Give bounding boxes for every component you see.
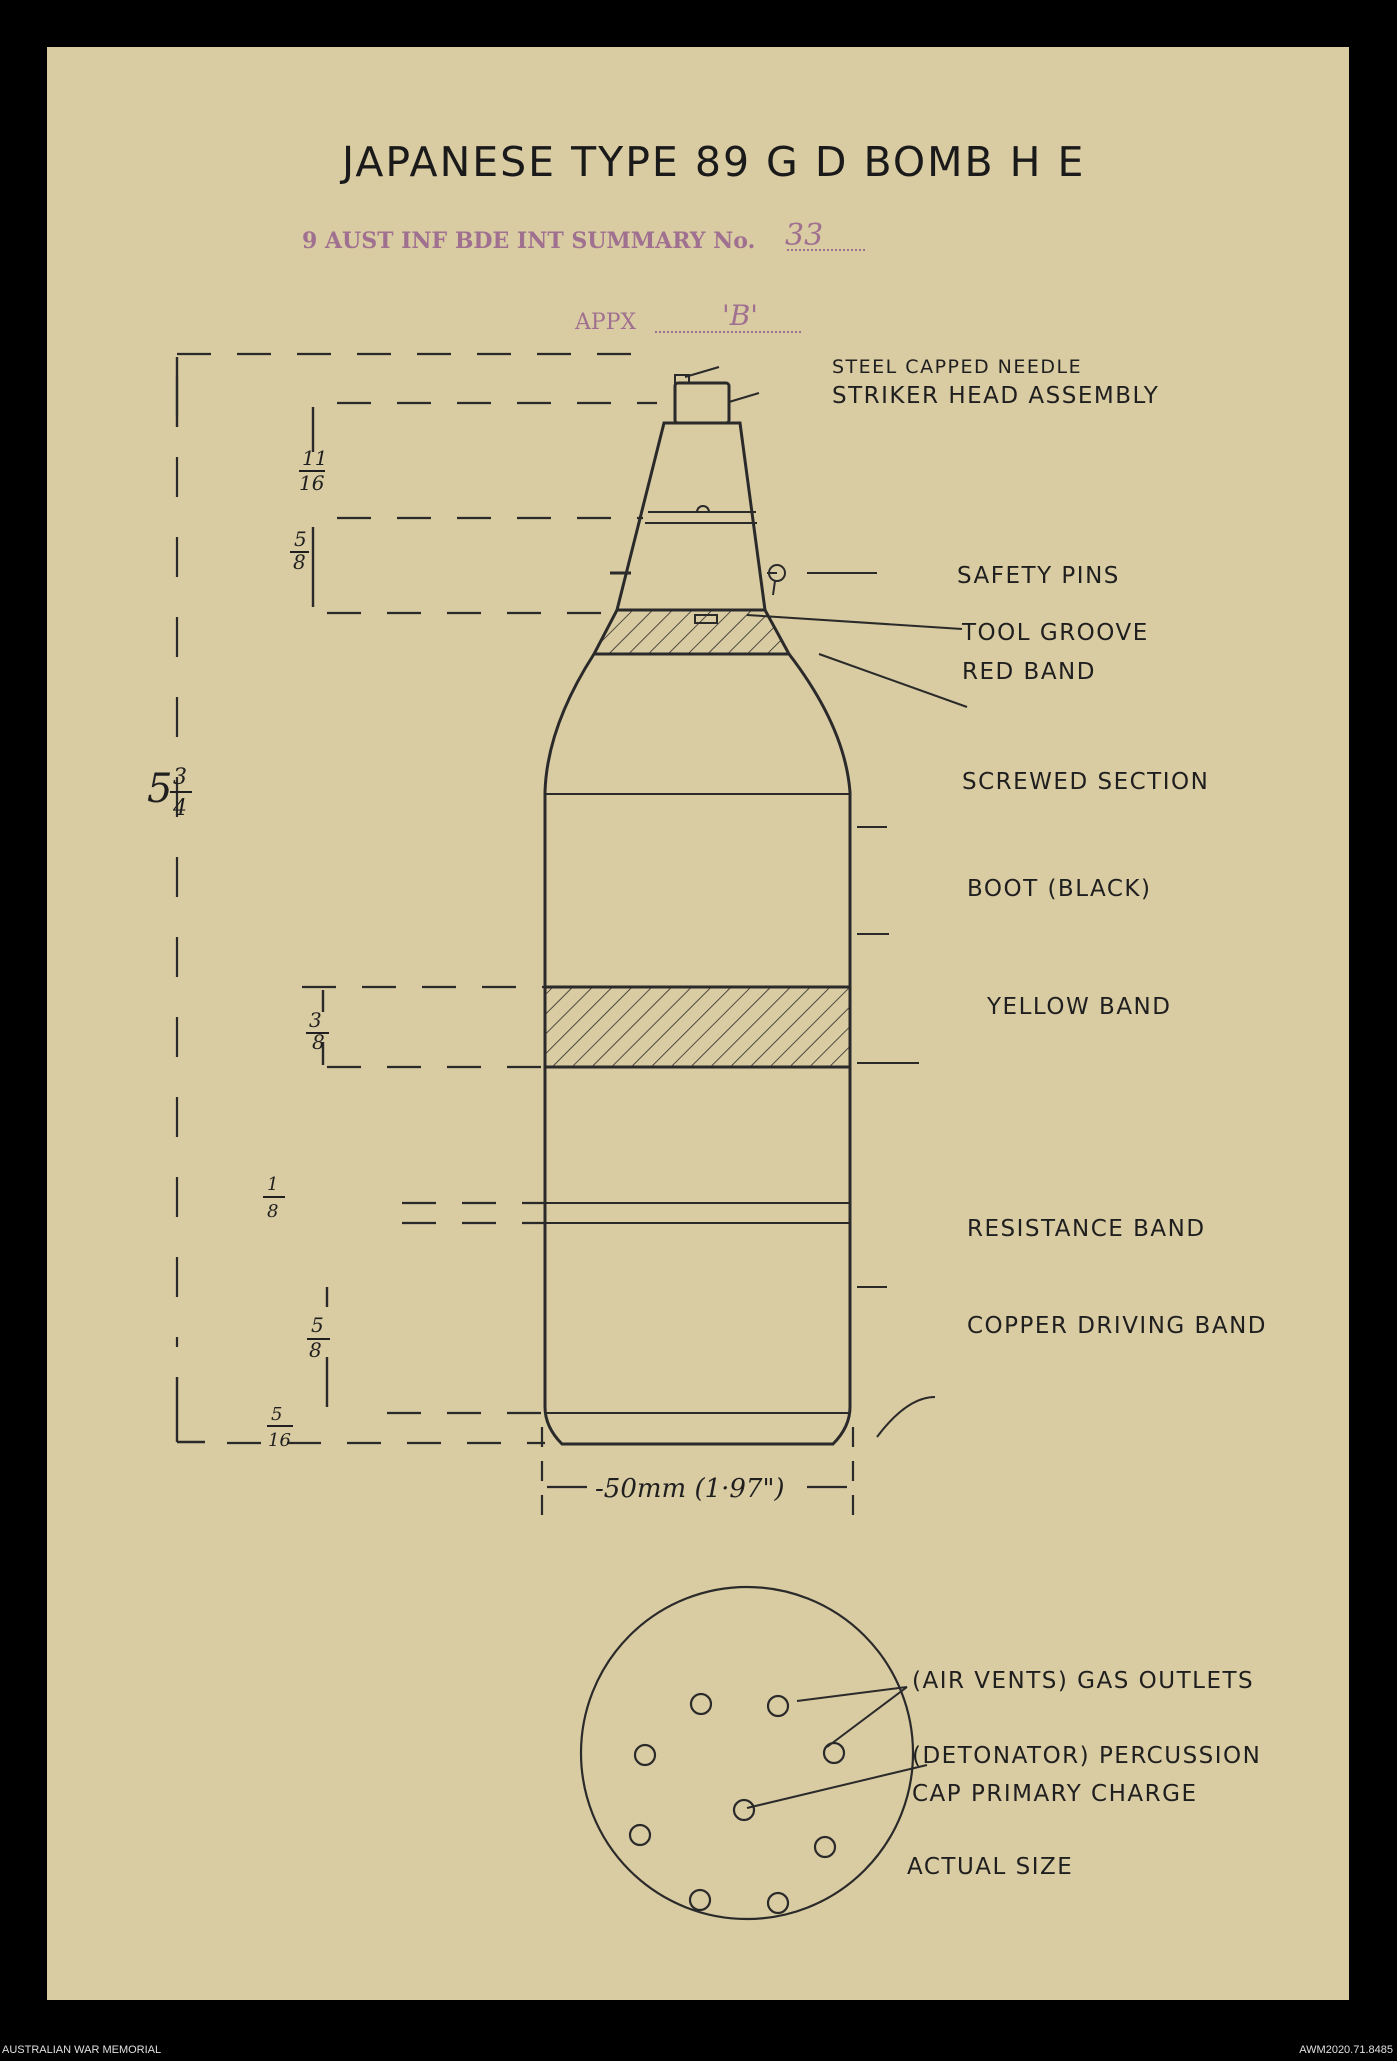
stamp-summary-number: 33 xyxy=(785,218,824,253)
svg-text:1: 1 xyxy=(267,1174,279,1195)
svg-text:5: 5 xyxy=(294,527,307,551)
svg-text:3: 3 xyxy=(173,765,187,790)
svg-text:5: 5 xyxy=(271,1404,283,1425)
dimension-resistance xyxy=(263,1174,285,1222)
dimension-width: -50mm (1·97") xyxy=(595,1474,785,1504)
dimension-lower xyxy=(307,1313,330,1362)
stamp xyxy=(302,218,867,335)
document-sheet xyxy=(47,47,1349,2000)
dimension-guides xyxy=(177,354,853,1527)
label-copper-band: COPPER DRIVING BAND xyxy=(967,1313,1267,1339)
bomb-diagram xyxy=(47,47,1349,2000)
stamp-summary-prefix: 9 AUST INF BDE INT SUMMARY No. xyxy=(302,228,756,254)
dimension-head xyxy=(299,446,327,495)
document-title: JAPANESE TYPE 89 G D BOMB H E xyxy=(342,138,1086,186)
dimension-base xyxy=(267,1404,293,1451)
svg-text:5: 5 xyxy=(311,1313,324,1337)
base-end-view xyxy=(581,1587,913,1919)
stamp-appx-value: 'B' xyxy=(722,299,758,332)
label-tool-groove: TOOL GROOVE xyxy=(962,620,1149,646)
leader-lines xyxy=(685,367,967,1808)
svg-text:3: 3 xyxy=(309,1008,322,1032)
svg-text:8: 8 xyxy=(267,1201,279,1222)
label-safety-pins: SAFETY PINS xyxy=(957,563,1120,589)
svg-text:8: 8 xyxy=(309,1338,322,1362)
bomb-outline xyxy=(545,375,850,1444)
footer-accession: AWM2020.71.8485 xyxy=(1299,2044,1393,2056)
svg-text:4: 4 xyxy=(173,796,187,821)
svg-text:5: 5 xyxy=(147,766,173,812)
label-needle: STEEL CAPPED NEEDLE xyxy=(832,356,1083,378)
svg-text:16: 16 xyxy=(268,1430,291,1451)
label-detonator-line2: CAP PRIMARY CHARGE xyxy=(912,1781,1198,1807)
label-screwed-section: SCREWED SECTION xyxy=(962,769,1210,795)
label-red-band: RED BAND xyxy=(962,659,1096,685)
label-striker: STRIKER HEAD ASSEMBLY xyxy=(832,383,1160,409)
label-yellow-band: YELLOW BAND xyxy=(987,994,1172,1020)
label-actual-size: ACTUAL SIZE xyxy=(907,1854,1074,1880)
stamp-appx-prefix: APPX xyxy=(575,310,637,335)
dimension-neck xyxy=(290,527,309,574)
dimension-yellow xyxy=(306,1008,329,1054)
svg-text:8: 8 xyxy=(293,550,306,574)
dimension-ticks xyxy=(177,357,327,1442)
footer-credit: AUSTRALIAN WAR MEMORIAL xyxy=(2,2044,162,2056)
label-resistance-band: RESISTANCE BAND xyxy=(967,1216,1206,1242)
dimension-overall xyxy=(147,765,192,821)
svg-text:8: 8 xyxy=(312,1030,325,1054)
label-boot: BOOT (BLACK) xyxy=(967,876,1152,902)
label-gas-outlets: (AIR VENTS) GAS OUTLETS xyxy=(912,1668,1255,1694)
label-detonator-line1: (DETONATOR) PERCUSSION xyxy=(912,1743,1262,1769)
svg-text:16: 16 xyxy=(299,471,325,495)
svg-text:11: 11 xyxy=(302,446,328,470)
